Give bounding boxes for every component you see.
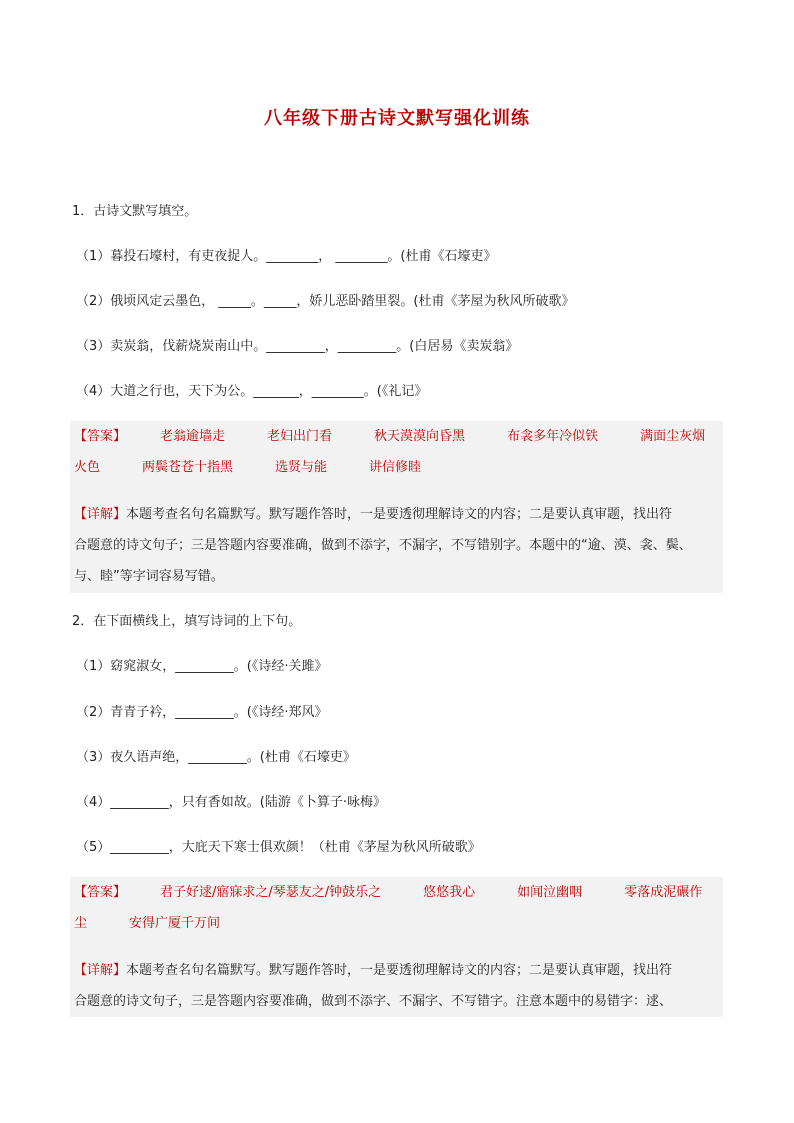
answer-item: 火色 xyxy=(74,460,101,475)
q2-item-3: （3）夜久语声绝，_________。(杜甫《石壕吏》 xyxy=(76,750,356,765)
q2-answer-line-1 xyxy=(70,877,723,908)
detail-text: 合题意的诗文句子；三是答题内容要准确，做到不添字，不漏字，不写错别字。本题中的“逾、漠、衾、鬓、 xyxy=(74,538,692,553)
detail-label: 【详解】 xyxy=(74,507,127,522)
q2-answer-line-2 xyxy=(70,908,723,939)
q2-item-5: （5）_________，大庇天下寒士俱欢颜！（杜甫《茅屋为秋风所破歌》 xyxy=(76,840,481,855)
answer-item: 满面尘灰烟 xyxy=(640,429,706,444)
detail-text: 与、睦”等字词容易写错。 xyxy=(74,569,224,584)
q1-item-4: （4）大道之行也，天下为公。_______，________。(《礼记》 xyxy=(76,384,428,399)
question-1-heading: 1．古诗文默写填空。 xyxy=(72,204,198,219)
answer-label: 【答案】 xyxy=(74,885,127,900)
q2-detail xyxy=(70,955,723,1017)
answer-item: 如闻泣幽咽 xyxy=(517,885,583,900)
q1-item-1: （1）暮投石壕村，有吏夜捉人。________， ________。(杜甫《石壕吏》 xyxy=(76,249,497,264)
answer-item: 老妇出门看 xyxy=(267,429,333,444)
question-2-heading: 2．在下面横线上，填写诗词的上下句。 xyxy=(72,614,302,629)
q1-item-3: （3）卖炭翁，伐薪烧炭南山中。_________，_________。(白居易《卖炭翁》 xyxy=(76,339,519,354)
q2-item-1: （1）窈窕淑女，_________。(《诗经·关雎》 xyxy=(76,659,328,674)
answer-item: 布衾多年冷似铁 xyxy=(507,429,599,444)
answer-item: 老翁逾墙走 xyxy=(160,429,226,444)
detail-text: 本题考查名句名篇默写。默写题作答时，一是要透彻理解诗文的内容；二是要认真审题，找出符 xyxy=(126,507,673,522)
answer-item: 两鬓苍苍十指黑 xyxy=(142,460,234,475)
q1-answer-line-2 xyxy=(70,452,723,483)
answer-item: 尘 xyxy=(74,916,88,931)
answer-item: 零落成泥碾作 xyxy=(624,885,703,900)
answer-item: 秋天漠漠向昏黑 xyxy=(374,429,466,444)
answer-item: 选贤与能 xyxy=(275,460,328,475)
answer-item: 讲信修睦 xyxy=(369,460,422,475)
answer-item: 悠悠我心 xyxy=(423,885,476,900)
q1-answer-box xyxy=(70,421,723,593)
q2-item-4: （4）_________，只有香如故。(陆游《卜算子·咏梅》 xyxy=(76,795,386,810)
answer-label: 【答案】 xyxy=(74,429,127,444)
detail-text: 合题意的诗文句子，三是答题内容要准确，做到不添字、不漏字、不写错字。注意本题中的易错字：逑、 xyxy=(74,994,673,1009)
answer-item: 安得广厦千万间 xyxy=(129,916,221,931)
detail-text: 本题考查名句名篇默写。默写题作答时，一是要透彻理解诗文的内容；二是要认真审题，找出符 xyxy=(126,963,673,978)
answer-item: 君子好逑/寤寐求之/琴瑟友之/钟鼓乐之 xyxy=(160,885,382,900)
q1-item-2: （2）俄顷风定云墨色， _____。_____，娇儿恶卧踏里裂。(杜甫《茅屋为秋风所破歌》 xyxy=(76,294,575,309)
page-title: 八年级下册古诗文默写强化训练 xyxy=(264,108,530,129)
q1-answer-line-1 xyxy=(70,421,723,452)
detail-label: 【详解】 xyxy=(74,963,127,978)
q2-answer-box xyxy=(70,877,723,1017)
q1-detail xyxy=(70,499,723,592)
q2-item-2: （2）青青子衿，_________。(《诗经·郑风》 xyxy=(76,705,328,720)
